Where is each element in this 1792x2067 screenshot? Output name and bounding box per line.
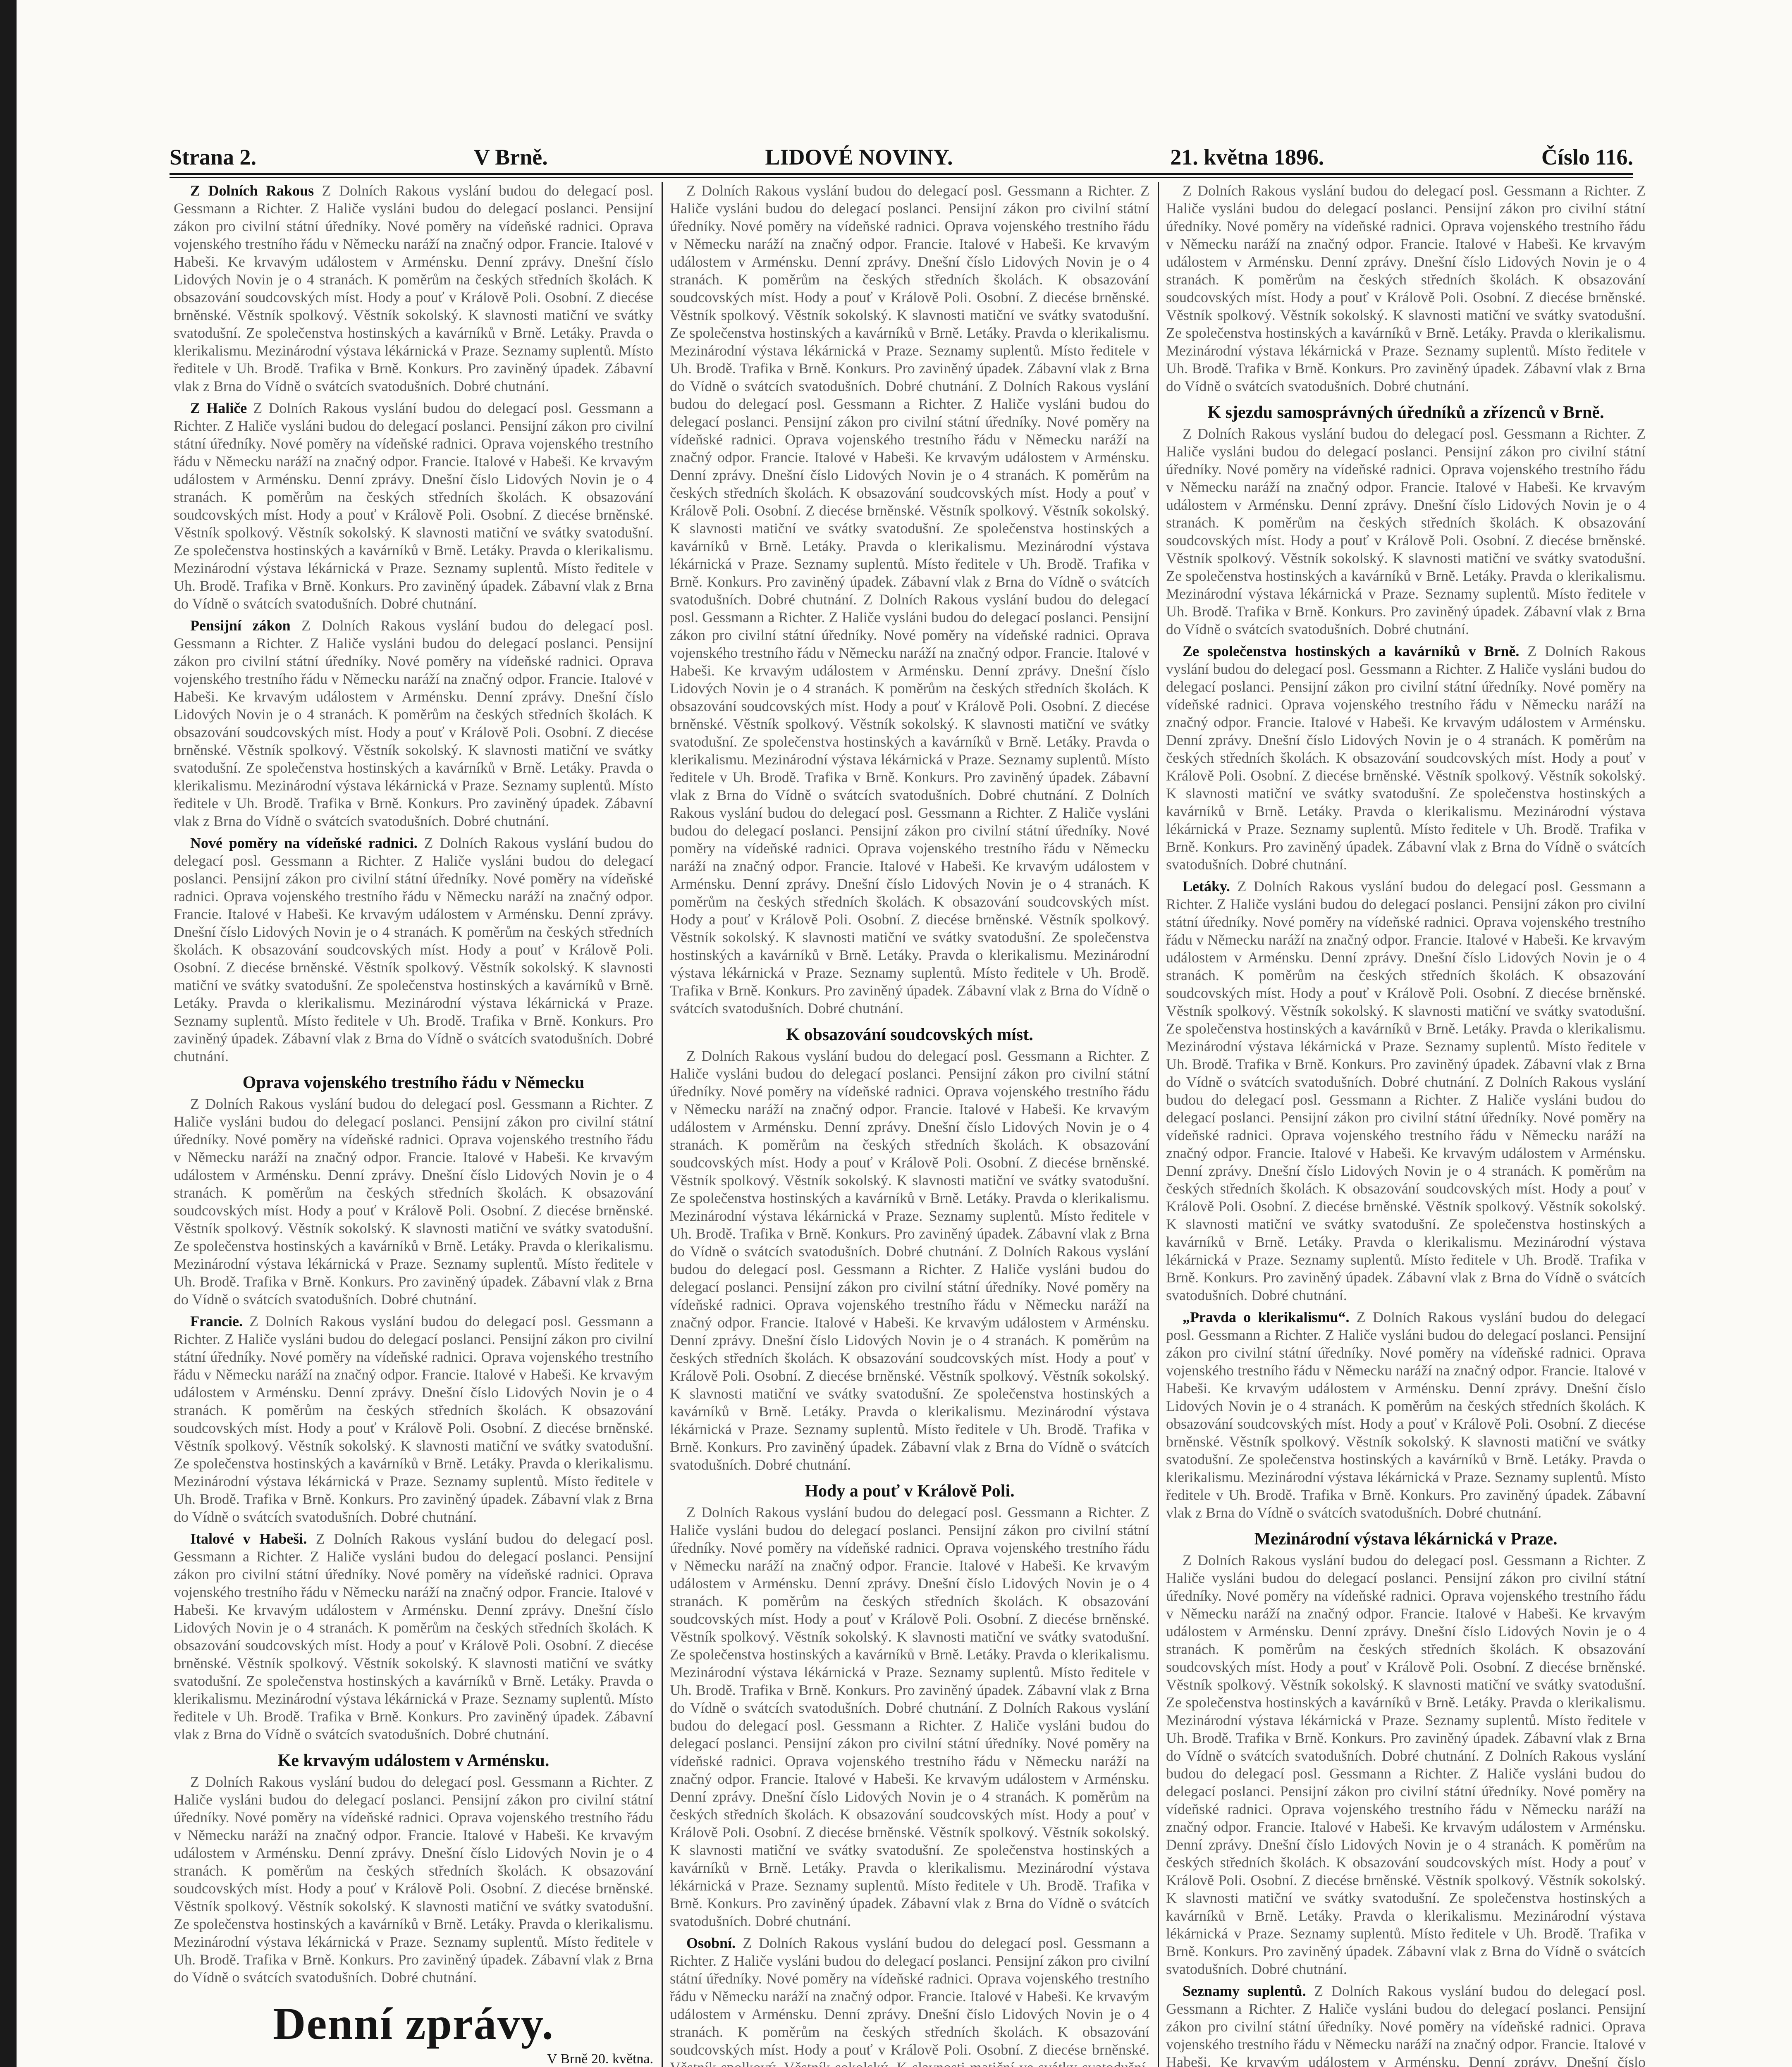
article-body — [174, 400, 653, 612]
article-heading: Pensijní zákon — [190, 617, 291, 634]
article-body — [174, 617, 653, 829]
article-heading: Francie. — [190, 1313, 243, 1329]
article — [174, 182, 653, 395]
article-body — [174, 1773, 653, 1986]
article-body — [1166, 643, 1646, 873]
article — [670, 1934, 1149, 2067]
article-body — [1166, 182, 1646, 395]
page-header — [170, 145, 1633, 169]
column-1 — [174, 182, 653, 2067]
dateline: V Brně 20. května. — [547, 2051, 653, 2067]
article-body — [670, 182, 1149, 1017]
column-2 — [670, 182, 1149, 2067]
article-body — [670, 1504, 1149, 1930]
issue-date: 21. května 1896. — [1170, 145, 1324, 169]
article-heading: Z Dolních Rakous — [190, 182, 314, 199]
article-body — [670, 1935, 1149, 2067]
article-heading: Hody a pouť v Králově Poli. — [805, 1482, 1015, 1501]
section-title: Denní zprávy. — [273, 1998, 554, 2049]
article-heading: „Pravda o klerikalismu“. — [1183, 1309, 1350, 1325]
page-number: Strana 2. — [170, 145, 257, 169]
article-heading: K sjezdu samosprávných úředníků a zřízenců v Brně. — [1207, 403, 1604, 422]
article-body — [670, 1047, 1149, 1474]
article-heading: K obsazování soudcovských míst. — [786, 1025, 1033, 1044]
issue-number: Číslo 116. — [1541, 145, 1633, 169]
article — [174, 1530, 653, 1743]
article-heading: Ze společenstva hostinských a kavárníků v Brně. — [1183, 643, 1520, 659]
article — [174, 1313, 653, 1526]
article-body — [1166, 1551, 1646, 1978]
column-divider-1 — [662, 182, 663, 2067]
article-heading: Ke krvavým událostem v Arménsku. — [277, 1751, 550, 1770]
article — [1166, 642, 1646, 874]
scan-edge-left — [0, 0, 17, 2067]
article-body — [174, 182, 653, 394]
article — [174, 617, 653, 830]
header-rule-thick — [170, 173, 1633, 175]
article-heading: Oprava vojenského trestního řádu v Německu — [242, 1073, 585, 1092]
article-body — [1166, 1309, 1646, 1521]
article-body — [174, 1530, 653, 1742]
article-body — [1166, 425, 1646, 638]
article-heading: Seznamy suplentů. — [1183, 1983, 1306, 1999]
article — [1166, 878, 1646, 1304]
article — [174, 834, 653, 1065]
article — [1166, 1982, 1646, 2067]
article-body — [174, 1313, 653, 1525]
article-heading: Italové v Habeši. — [190, 1530, 307, 1547]
article — [1166, 1308, 1646, 1522]
article-heading: Letáky. — [1183, 878, 1231, 895]
column-3 — [1166, 182, 1646, 2067]
article — [174, 399, 653, 613]
masthead-title: LIDOVÉ NOVINY. — [765, 145, 953, 169]
article-heading: Z Haliče — [190, 400, 247, 416]
place-label: V Brně. — [473, 145, 548, 169]
article-heading: Osobní. — [686, 1935, 736, 1951]
article-body — [1166, 878, 1646, 1090]
header-rule-thin — [170, 177, 1633, 178]
article-body — [174, 835, 653, 1065]
column-divider-2 — [1158, 182, 1159, 2067]
article-body — [174, 1095, 653, 1308]
article-heading: Mezinárodní výstava lékárnická v Praze. — [1254, 1530, 1558, 1549]
article-heading: Nové poměry na vídeňské radnici. — [190, 835, 418, 851]
